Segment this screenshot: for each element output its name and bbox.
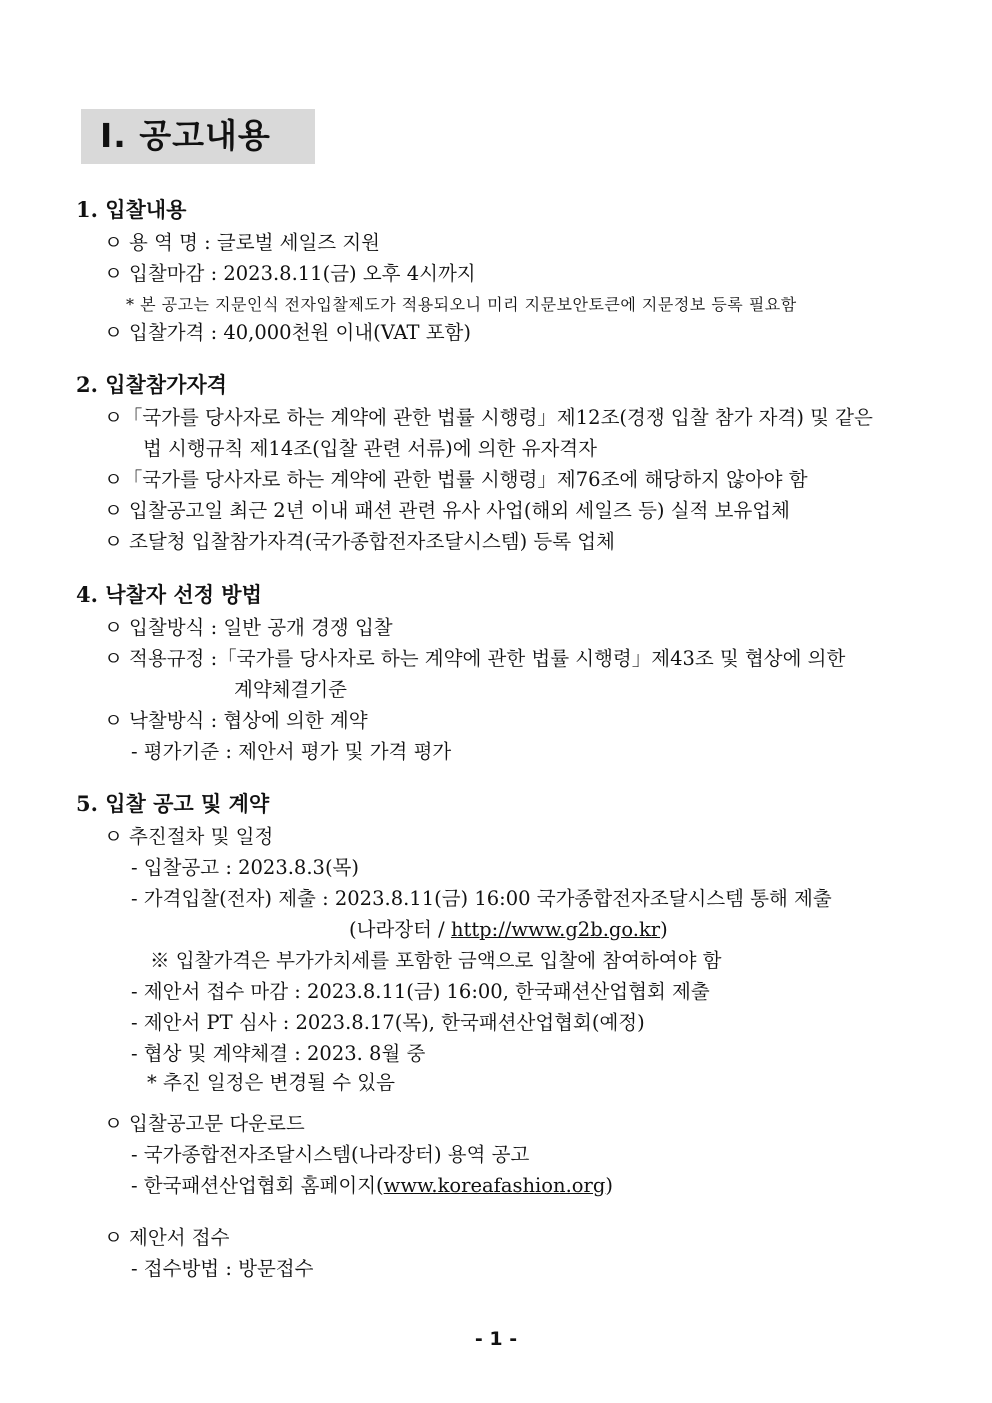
- sec5-schedule-note: * 추진 일정은 변경될 수 있음: [147, 1071, 395, 1094]
- sec5-download-g2b: - 국가종합전자조달시스템(나라장터) 용역 공고: [131, 1143, 530, 1166]
- sec5-proposal-method: - 접수방법 : 방문접수: [131, 1257, 314, 1280]
- sec2-item-4: ㅇ 조달청 입찰참가자격(국가종합전자조달시스템) 등록 업체: [104, 530, 615, 553]
- sec4-item-method: ㅇ 입찰방식 : 일반 공개 경쟁 입찰: [104, 616, 393, 639]
- sec1-item-price: ㅇ 입찰가격 : 40,000천원 이내(VAT 포함): [104, 321, 471, 344]
- section-5-heading: 5. 입찰 공고 및 계약: [76, 791, 270, 816]
- g2b-suffix: ): [660, 918, 668, 941]
- section-1-heading: 1. 입찰내용: [76, 197, 187, 222]
- g2b-prefix: (나라장터 /: [349, 918, 451, 941]
- g2b-link[interactable]: http://www.g2b.go.kr: [450, 918, 661, 941]
- sec4-item-rules-a: ㅇ 적용규정 :「국가를 당사자로 하는 계약에 관한 법률 시행령」제43조 및 협상에 의한: [104, 647, 846, 670]
- sec4-item-rules-b: 계약체결기준: [234, 678, 348, 701]
- sec1-item-service-name: ㅇ 용 역 명 : 글로벌 세일즈 지원: [104, 231, 381, 254]
- sec5-item-proposal: ㅇ 제안서 접수: [104, 1226, 230, 1249]
- sec5-schedule-price-bid: - 가격입찰(전자) 제출 : 2023.8.11(금) 16:00 국가종합전자조달시스템 통해 제출: [131, 887, 832, 910]
- sec1-item-deadline: ㅇ 입찰마감 : 2023.8.11(금) 오후 4시까지: [104, 262, 476, 285]
- sec4-subitem-criteria: - 평가기준 : 제안서 평가 및 가격 평가: [131, 740, 452, 763]
- koreafashion-link[interactable]: www.koreafashion.org: [383, 1174, 606, 1197]
- sec2-item-2: ㅇ「국가를 당사자로 하는 계약에 관한 법률 시행령」제76조에 해당하지 않아야 함: [104, 468, 808, 491]
- page-title: Ⅰ. 공고내용: [100, 116, 271, 155]
- sec1-note-fingerprint: * 본 공고는 지문인식 전자입찰제도가 적용되오니 미리 지문보안토큰에 지문정보 등록 필요함: [126, 295, 797, 314]
- sec5-item-download: ㅇ 입찰공고문 다운로드: [104, 1112, 305, 1135]
- page-number: - 1 -: [474, 1328, 518, 1350]
- sec5-vat-note: ※ 입찰가격은 부가가치세를 포함한 금액으로 입찰에 참여하여야 함: [150, 949, 722, 972]
- sec5-schedule-notice: - 입찰공고 : 2023.8.3(목): [131, 856, 359, 879]
- sec2-item-1b: 법 시행규칙 제14조(입찰 관련 서류)에 의한 유자격자: [143, 437, 597, 460]
- sec2-item-3: ㅇ 입찰공고일 최근 2년 이내 패션 관련 유사 사업(해외 세일즈 등) 실적 보유업체: [104, 499, 790, 522]
- sec5-item-schedule: ㅇ 추진절차 및 일정: [104, 825, 274, 848]
- sec5-schedule-contract: - 협상 및 계약체결 : 2023. 8월 중: [131, 1042, 426, 1065]
- section-4-heading: 4. 낙찰자 선정 방법: [76, 582, 262, 607]
- sec5-schedule-pt: - 제안서 PT 심사 : 2023.8.17(목), 한국패션산업협회(예정): [131, 1011, 645, 1034]
- homepage-prefix: - 한국패션산업협회 홈페이지(: [131, 1174, 384, 1197]
- sec5-schedule-proposal-deadline: - 제안서 접수 마감 : 2023.8.11(금) 16:00, 한국패션산업협회 제출: [131, 980, 710, 1003]
- sec4-item-award: ㅇ 낙찰방식 : 협상에 의한 계약: [104, 709, 368, 732]
- sec5-schedule-price-bid-site: [349, 916, 668, 944]
- sec2-item-1a: ㅇ「국가를 당사자로 하는 계약에 관한 법률 시행령」제12조(경쟁 입찰 참가 자격) 및 같은: [104, 406, 873, 429]
- section-2-heading: 2. 입찰참가자격: [76, 372, 227, 397]
- homepage-suffix: ): [605, 1174, 613, 1197]
- sec5-download-homepage: [131, 1172, 613, 1200]
